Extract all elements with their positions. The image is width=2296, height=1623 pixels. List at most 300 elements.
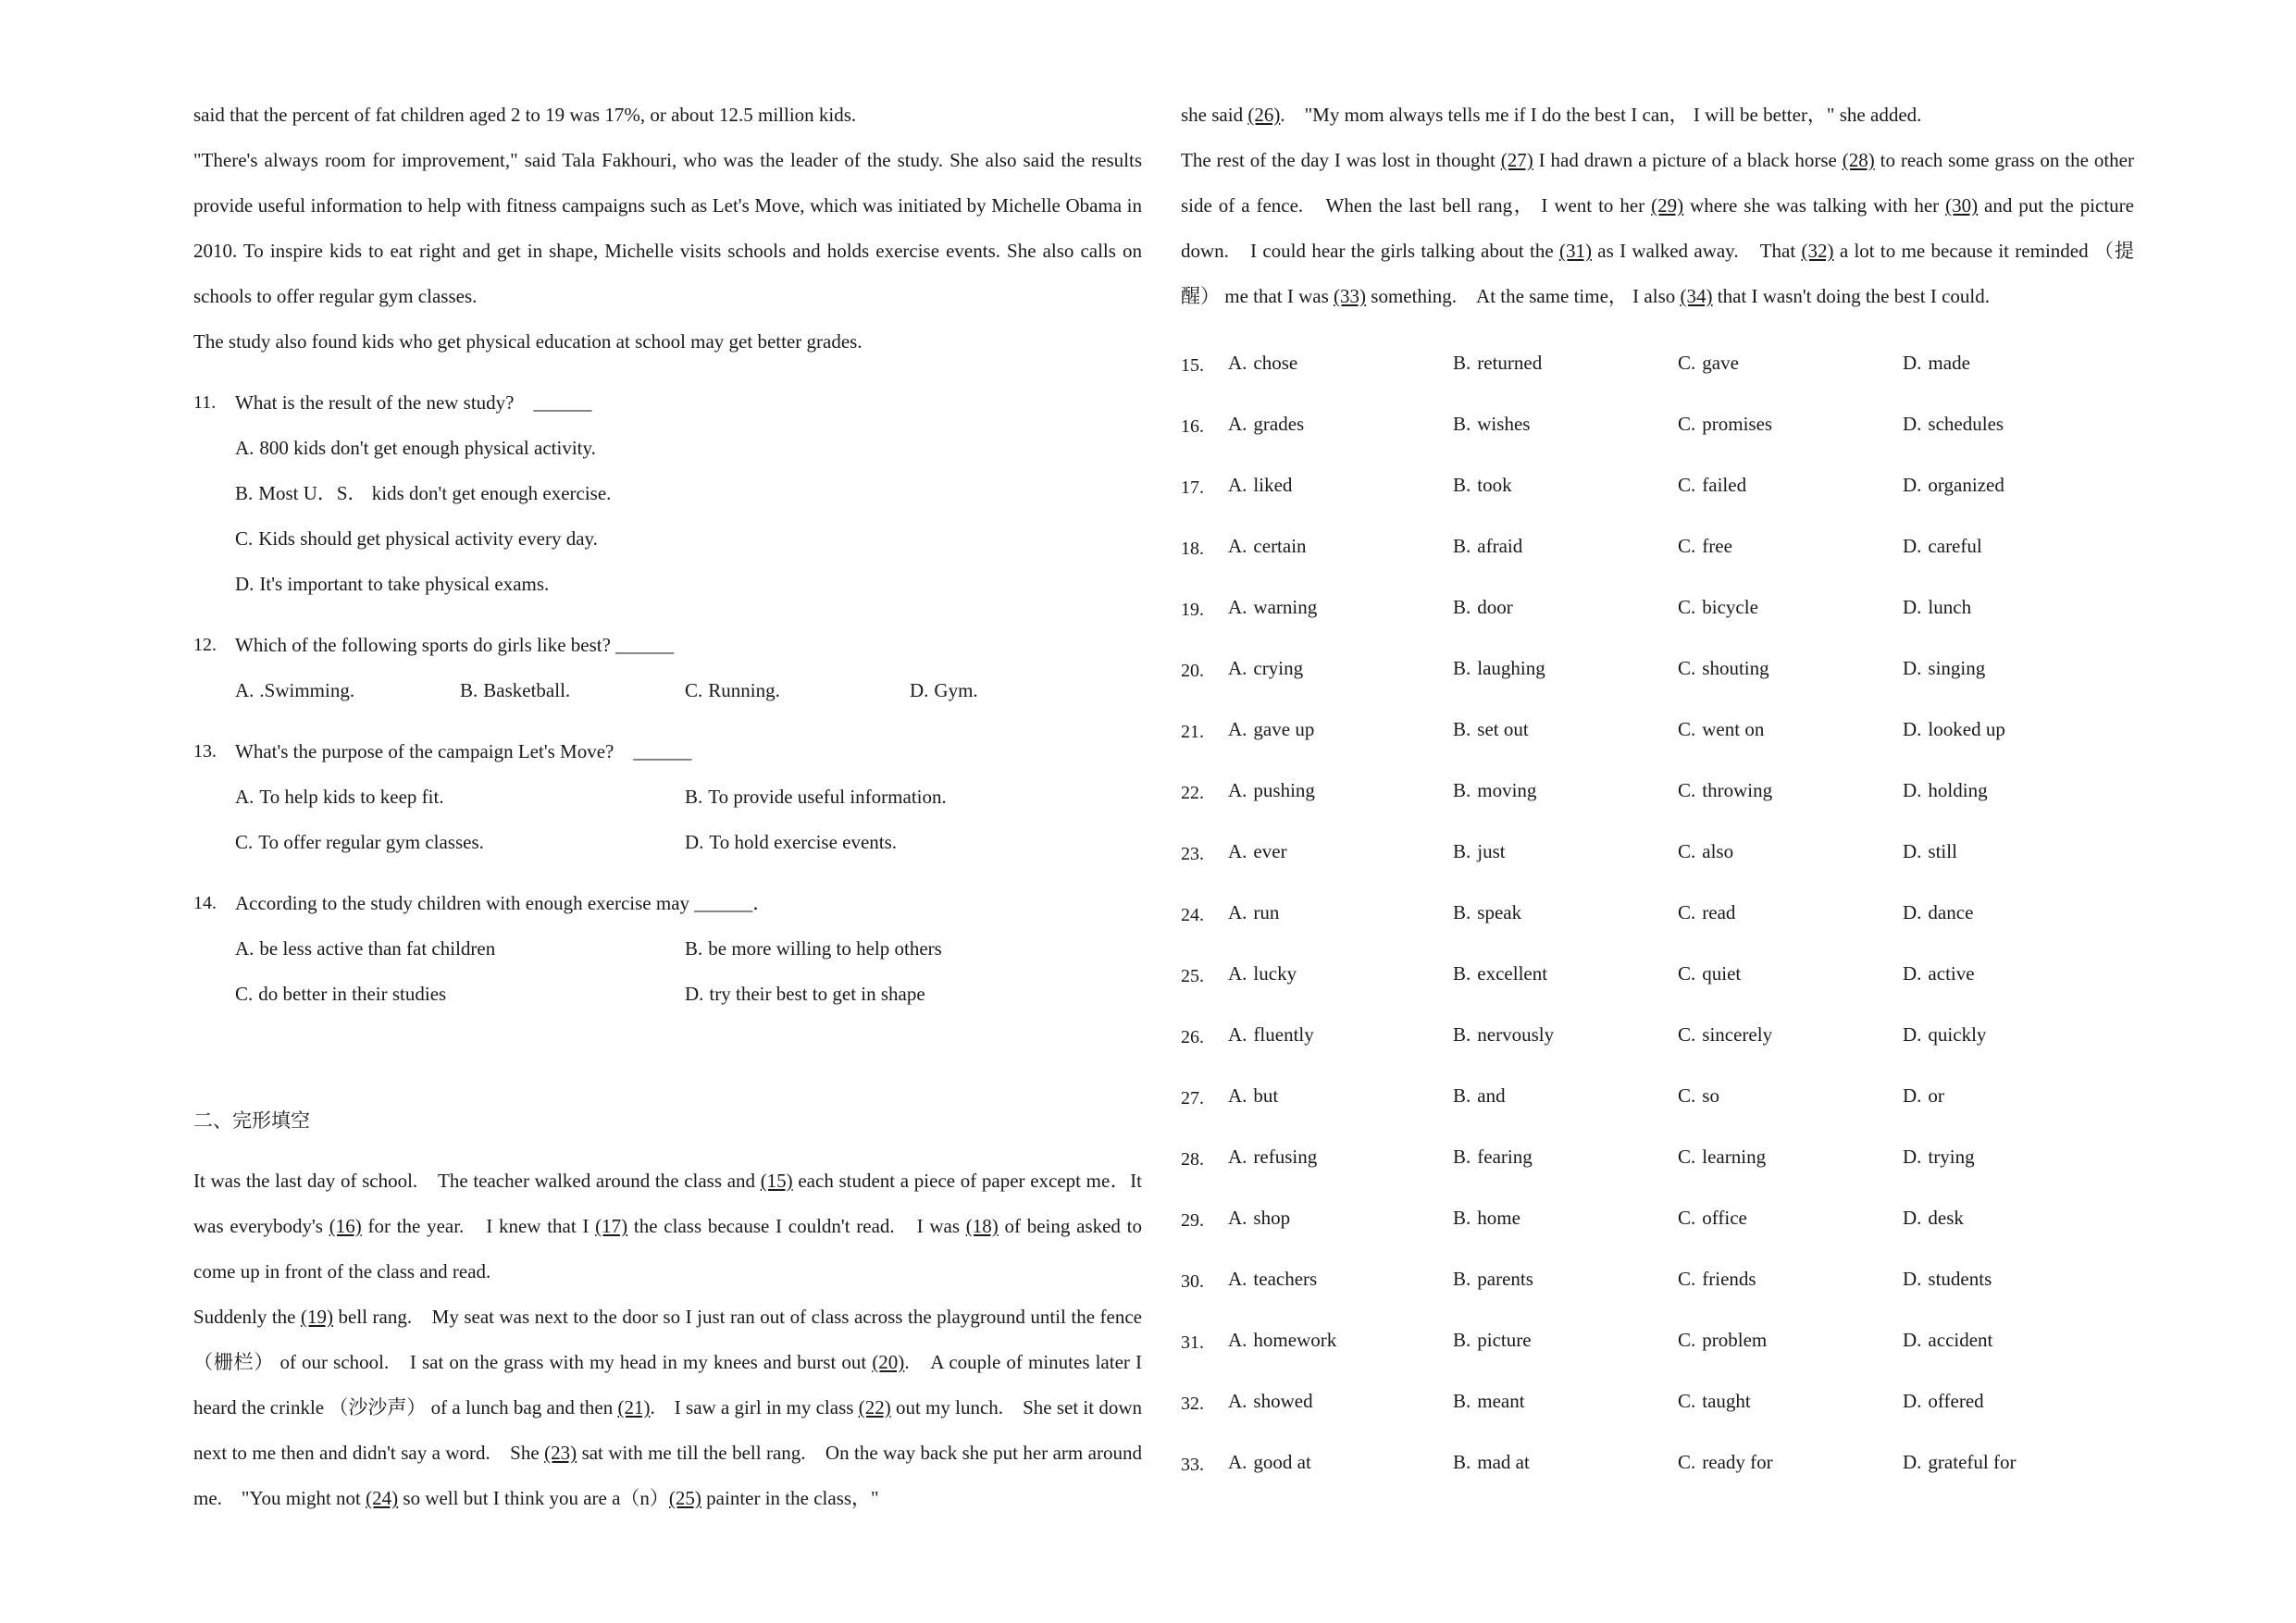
option-c xyxy=(1678,779,1903,802)
option-letter: C. xyxy=(1678,778,1696,801)
option-text: crying xyxy=(1253,656,1304,679)
choice-number: 30. xyxy=(1181,1270,1204,1292)
option-a xyxy=(235,926,685,972)
option-letter: A. xyxy=(235,786,254,808)
option-letter: B. xyxy=(1453,1022,1471,1046)
option-a xyxy=(1228,352,1453,375)
option-text: .Swimming. xyxy=(259,679,355,701)
option-letter: C. xyxy=(1678,1328,1696,1351)
choice-number: 25. xyxy=(1181,965,1204,986)
option-c xyxy=(1678,474,1903,497)
option-text: just xyxy=(1477,839,1506,862)
option-d xyxy=(1903,1268,2128,1291)
question-options xyxy=(193,668,1142,713)
option-b xyxy=(1453,1146,1678,1169)
option-text: organized xyxy=(1928,473,2004,496)
option-b xyxy=(1453,840,1678,863)
option-text: Kids should get physical activity every day. xyxy=(258,527,598,550)
question-text: What is the result of the new study? ______ xyxy=(235,391,592,414)
option-text: gave xyxy=(1702,351,1739,374)
option-text: taught xyxy=(1702,1389,1751,1412)
option-letter: B. xyxy=(1453,778,1471,801)
option-text: Gym. xyxy=(934,679,978,701)
option-text: looked up xyxy=(1928,717,2005,740)
choice-row xyxy=(1181,943,2134,1004)
option-letter: D. xyxy=(235,573,254,595)
option-text: careful xyxy=(1928,534,1982,557)
option-d xyxy=(1903,535,2128,558)
option-d xyxy=(235,562,1142,607)
option-c xyxy=(1678,1390,1903,1413)
question-stem xyxy=(193,729,1142,774)
option-a xyxy=(1228,1023,1453,1047)
option-letter: A. xyxy=(1228,412,1247,435)
question-options xyxy=(193,926,1142,1017)
option-a xyxy=(1228,535,1453,558)
option-c xyxy=(1678,718,1903,741)
option-text: laughing xyxy=(1477,656,1545,679)
option-letter: C. xyxy=(1678,1267,1696,1290)
option-letter: D. xyxy=(1903,1206,1922,1229)
option-text: ready for xyxy=(1702,1450,1773,1473)
option-c xyxy=(1678,535,1903,558)
question-text: Which of the following sports do girls like best? ______ xyxy=(235,634,675,656)
option-text: To provide useful information. xyxy=(708,786,947,808)
question-number: 14. xyxy=(193,893,217,913)
option-text: homework xyxy=(1253,1328,1337,1351)
blank-20: (20) xyxy=(872,1351,905,1373)
option-text: quickly xyxy=(1928,1022,1987,1046)
option-text: wishes xyxy=(1477,412,1531,435)
choice-row xyxy=(1181,1126,2134,1187)
choice-number: 32. xyxy=(1181,1393,1204,1414)
blank-30: (30) xyxy=(1945,194,1979,217)
option-text: quiet xyxy=(1702,961,1742,985)
option-letter: B. xyxy=(1453,412,1471,435)
option-text: still xyxy=(1928,839,1957,862)
option-a xyxy=(235,426,1142,471)
option-text: or xyxy=(1928,1084,1944,1107)
option-letter: C. xyxy=(1678,1145,1696,1168)
option-letter: B. xyxy=(1453,1450,1471,1473)
option-letter: D. xyxy=(1903,1450,1922,1473)
option-c xyxy=(235,972,685,1017)
option-c xyxy=(1678,840,1903,863)
option-b xyxy=(1453,474,1678,497)
option-letter: D. xyxy=(1903,351,1922,374)
option-letter: A. xyxy=(1228,1328,1247,1351)
choice-number: 21. xyxy=(1181,721,1204,742)
option-text: refusing xyxy=(1253,1145,1318,1168)
option-c xyxy=(1678,596,1903,619)
choice-number: 31. xyxy=(1181,1332,1204,1353)
option-letter: A. xyxy=(235,679,254,701)
option-letter: D. xyxy=(1903,1084,1922,1107)
option-text: fearing xyxy=(1477,1145,1533,1168)
option-letter: D. xyxy=(1903,1145,1922,1168)
option-text: also xyxy=(1702,839,1734,862)
option-text: try their best to get in shape xyxy=(709,983,925,1005)
option-text: made xyxy=(1928,351,1970,374)
gloss-note: （沙沙声） xyxy=(329,1396,427,1419)
option-d xyxy=(910,668,1135,713)
choice-number: 17. xyxy=(1181,477,1204,498)
choice-number: 18. xyxy=(1181,538,1204,559)
option-c xyxy=(1678,657,1903,680)
option-letter: A. xyxy=(1228,839,1247,862)
option-letter: D. xyxy=(1903,1267,1922,1290)
option-letter: A. xyxy=(1228,1084,1247,1107)
option-d xyxy=(1903,596,2128,619)
blank-23: (23) xyxy=(544,1442,577,1464)
question-number: 13. xyxy=(193,741,217,762)
option-text: 800 kids don't get enough physical activity. xyxy=(259,437,596,459)
choice-row xyxy=(1181,760,2134,821)
cloze-paragraph-3: she said (26). "My mom always tells me if I do the best I can， I will be better，" she added. xyxy=(1181,104,1922,126)
option-text: door xyxy=(1477,595,1513,618)
option-text: but xyxy=(1253,1084,1279,1107)
option-d xyxy=(1903,1146,2128,1169)
option-text: dance xyxy=(1928,900,1974,923)
cloze-paragraph-2: Suddenly the (19) bell rang. My seat was next to the door so I just ran out of class across the playground until the fence （栅栏） of our school. I sat on the grass with my head in my knees and burst out (20). A couple of minutes later I heard the crinkle （沙沙声） of a lunch bag and then (21). I saw a girl in my class (22) out my lunch. She set it down next to me then and didn't say a word. She (23) sat with me till the bell rang. On the way back she put her arm around me. "You might not (24) so well but I think you are a（n）(25) painter in the class，" xyxy=(193,1306,1143,1509)
choice-row xyxy=(1181,882,2134,943)
option-c xyxy=(1678,962,1903,985)
option-b xyxy=(1453,779,1678,802)
option-a xyxy=(1228,1146,1453,1169)
option-a xyxy=(1228,718,1453,741)
choice-number: 26. xyxy=(1181,1026,1204,1047)
option-letter: D. xyxy=(685,983,704,1005)
option-letter: A. xyxy=(1228,1389,1247,1412)
choice-number: 22. xyxy=(1181,782,1204,803)
option-c xyxy=(1678,1207,1903,1230)
option-letter: A. xyxy=(1228,534,1247,557)
option-text: To hold exercise events. xyxy=(709,831,898,853)
option-c xyxy=(1678,1023,1903,1047)
option-text: trying xyxy=(1928,1145,1975,1168)
option-letter: D. xyxy=(1903,778,1922,801)
option-b xyxy=(685,926,1135,972)
option-d xyxy=(1903,779,2128,802)
option-letter: A. xyxy=(1228,1022,1247,1046)
option-d xyxy=(685,820,1135,865)
option-a xyxy=(1228,1451,1453,1474)
option-letter: D. xyxy=(1903,900,1922,923)
gloss-note: （栅栏） xyxy=(193,1351,275,1373)
option-text: sincerely xyxy=(1702,1022,1773,1046)
option-text: students xyxy=(1928,1267,1992,1290)
choice-number: 33. xyxy=(1181,1454,1204,1475)
option-letter: B. xyxy=(1453,1206,1471,1229)
question-stem xyxy=(193,380,1142,426)
choice-number: 29. xyxy=(1181,1209,1204,1231)
option-text: liked xyxy=(1253,473,1293,496)
option-b xyxy=(1453,657,1678,680)
blank-34: (34) xyxy=(1680,285,1713,307)
option-text: To help kids to keep fit. xyxy=(259,786,444,808)
option-c xyxy=(1678,1451,1903,1474)
option-letter: D. xyxy=(685,831,704,853)
option-c xyxy=(1678,352,1903,375)
choice-row xyxy=(1181,393,2134,454)
option-c xyxy=(1678,1329,1903,1352)
option-d xyxy=(1903,1207,2128,1230)
option-c xyxy=(685,668,910,713)
option-text: afraid xyxy=(1477,534,1523,557)
choice-number: 16. xyxy=(1181,415,1204,437)
option-d xyxy=(1903,901,2128,924)
option-b xyxy=(1453,901,1678,924)
option-c xyxy=(1678,1084,1903,1108)
option-letter: D. xyxy=(1903,717,1922,740)
option-text: took xyxy=(1477,473,1512,496)
choice-row xyxy=(1181,1187,2134,1248)
option-text: speak xyxy=(1477,900,1522,923)
option-b xyxy=(1453,1023,1678,1047)
blank-31: (31) xyxy=(1558,240,1592,262)
option-letter: C. xyxy=(1678,534,1696,557)
option-text: It's important to take physical exams. xyxy=(259,573,550,595)
option-text: parents xyxy=(1477,1267,1533,1290)
option-b xyxy=(1453,352,1678,375)
option-a xyxy=(1228,962,1453,985)
option-b xyxy=(1453,535,1678,558)
option-text: fluently xyxy=(1253,1022,1314,1046)
option-letter: B. xyxy=(685,937,703,960)
left-column xyxy=(193,93,1142,1521)
option-letter: D. xyxy=(1903,412,1922,435)
option-letter: B. xyxy=(1453,534,1471,557)
option-letter: C. xyxy=(235,831,254,853)
option-a xyxy=(1228,1207,1453,1230)
option-d xyxy=(1903,1023,2128,1047)
choice-row xyxy=(1181,454,2134,515)
option-letter: C. xyxy=(1678,961,1696,985)
option-b xyxy=(1453,718,1678,741)
option-text: moving xyxy=(1477,778,1537,801)
option-letter: C. xyxy=(1678,656,1696,679)
option-letter: A. xyxy=(1228,351,1247,374)
option-b xyxy=(685,774,1135,820)
option-c xyxy=(1678,1268,1903,1291)
question-stem xyxy=(193,881,1142,926)
passage-paragraph: said that the percent of fat children aged 2 to 19 was 17%, or about 12.5 million kids. xyxy=(193,104,857,126)
option-letter: A. xyxy=(235,437,254,459)
option-letter: C. xyxy=(1678,351,1696,374)
option-d xyxy=(1903,1390,2128,1413)
choice-number: 19. xyxy=(1181,599,1204,620)
blank-24: (24) xyxy=(366,1487,399,1509)
section-title: 二、完形填空 xyxy=(193,1109,310,1132)
option-text: office xyxy=(1702,1206,1747,1229)
option-text: mad at xyxy=(1477,1450,1530,1473)
option-letter: B. xyxy=(1453,1389,1471,1412)
option-text: throwing xyxy=(1702,778,1773,801)
option-text: grateful for xyxy=(1928,1450,2017,1473)
option-letter: A. xyxy=(1228,1145,1247,1168)
option-c xyxy=(235,820,685,865)
option-letter: A. xyxy=(1228,595,1247,618)
option-text: home xyxy=(1477,1206,1520,1229)
option-text: be less active than fat children xyxy=(259,937,496,960)
option-text: active xyxy=(1928,961,1975,985)
option-letter: C. xyxy=(1678,412,1696,435)
option-letter: C. xyxy=(1678,473,1696,496)
option-text: good at xyxy=(1253,1450,1311,1473)
option-text: picture xyxy=(1477,1328,1532,1351)
option-b xyxy=(1453,413,1678,436)
cloze-paragraph-4: The rest of the day I was lost in thought (27) I had drawn a picture of a black horse (28) to reach some grass on the other side of a fence. When the last bell rang， I went to her (29) where she was talking with her (30) and put the picture down. I could hear the girls talking about the (31) as I walked away. That (32) a lot to me because it reminded （提醒） me that I was (33) something. At the same time， I also (34) that I wasn't doing the best I could. xyxy=(1181,149,2135,307)
choice-row xyxy=(1181,1004,2134,1065)
passage-paragraph: "There's always room for improvement," said Tala Fakhouri, who was the leader of the study. She also said the results provide useful information to help with fitness campaigns such as Let's Move, which was initiated by Michelle Obama in 2010. To inspire kids to eat right and get in shape, Michelle visits schools and holds exercise events. She also calls on schools to offer regular gym classes. xyxy=(193,149,1142,307)
option-text: Running. xyxy=(708,679,780,701)
option-text: To offer regular gym classes. xyxy=(258,831,484,853)
option-letter: B. xyxy=(1453,900,1471,923)
question-number: 11. xyxy=(193,392,217,413)
choice-row xyxy=(1181,1370,2134,1431)
option-b xyxy=(1453,1268,1678,1291)
blank-33: (33) xyxy=(1334,285,1367,307)
option-a xyxy=(1228,1329,1453,1352)
option-letter: C. xyxy=(235,983,254,1005)
option-a xyxy=(1228,779,1453,802)
option-a xyxy=(1228,657,1453,680)
blank-28: (28) xyxy=(1842,149,1875,171)
choice-row xyxy=(1181,1065,2134,1126)
option-a xyxy=(1228,413,1453,436)
choice-row xyxy=(1181,821,2134,882)
option-letter: D. xyxy=(1903,473,1922,496)
option-text: accident xyxy=(1928,1328,1993,1351)
option-letter: D. xyxy=(1903,839,1922,862)
option-text: warning xyxy=(1253,595,1318,618)
option-b xyxy=(1453,962,1678,985)
option-text: learning xyxy=(1702,1145,1767,1168)
option-letter: A. xyxy=(1228,900,1247,923)
option-letter: B. xyxy=(1453,1084,1471,1107)
option-b xyxy=(235,471,1142,516)
option-c xyxy=(1678,901,1903,924)
option-b xyxy=(1453,1390,1678,1413)
option-c xyxy=(1678,413,1903,436)
question-11 xyxy=(193,380,1142,607)
option-letter: D. xyxy=(1903,656,1922,679)
option-letter: D. xyxy=(1903,1022,1922,1046)
option-letter: A. xyxy=(1228,778,1247,801)
option-letter: A. xyxy=(1228,656,1247,679)
passage-paragraph: The study also found kids who get physical education at school may get better grades. xyxy=(193,330,863,353)
option-text: be more willing to help others xyxy=(708,937,942,960)
option-letter: D. xyxy=(1903,1328,1922,1351)
option-a xyxy=(1228,1268,1453,1291)
option-text: pushing xyxy=(1253,778,1315,801)
option-letter: C. xyxy=(1678,900,1696,923)
option-letter: B. xyxy=(1453,656,1471,679)
option-text: excellent xyxy=(1477,961,1548,985)
option-letter: A. xyxy=(235,937,254,960)
choice-row xyxy=(1181,1309,2134,1370)
option-letter: B. xyxy=(1453,839,1471,862)
option-text: Most U．S． kids don't get enough exercise. xyxy=(258,482,612,504)
option-text: do better in their studies xyxy=(258,983,447,1005)
option-b xyxy=(1453,1451,1678,1474)
option-d xyxy=(1903,840,2128,863)
blank-27: (27) xyxy=(1500,149,1533,171)
option-letter: A. xyxy=(1228,961,1247,985)
choice-row xyxy=(1181,515,2134,576)
option-text: so xyxy=(1702,1084,1719,1107)
gloss-note: （提醒） xyxy=(1181,240,2135,307)
option-text: ever xyxy=(1253,839,1287,862)
option-d xyxy=(1903,1084,2128,1108)
option-a xyxy=(1228,1390,1453,1413)
option-letter: B. xyxy=(685,786,703,808)
blank-32: (32) xyxy=(1801,240,1834,262)
option-b xyxy=(1453,1207,1678,1230)
option-a xyxy=(1228,840,1453,863)
choice-row xyxy=(1181,1431,2134,1493)
question-options xyxy=(193,426,1142,607)
option-d xyxy=(1903,1329,2128,1352)
option-text: shouting xyxy=(1702,656,1769,679)
option-a xyxy=(1228,596,1453,619)
option-text: offered xyxy=(1928,1389,1984,1412)
option-text: meant xyxy=(1477,1389,1525,1412)
option-letter: D. xyxy=(1903,1389,1922,1412)
option-text: Basketball. xyxy=(483,679,571,701)
option-text: singing xyxy=(1928,656,1986,679)
option-letter: B. xyxy=(1453,473,1471,496)
question-number: 12. xyxy=(193,635,217,655)
option-c xyxy=(1678,1146,1903,1169)
choice-row xyxy=(1181,638,2134,699)
option-letter: A. xyxy=(1228,1267,1247,1290)
question-text: According to the study children with enough exercise may ______． xyxy=(235,892,773,914)
right-column xyxy=(1181,93,2134,1493)
option-letter: C. xyxy=(1678,595,1696,618)
blank-22: (22) xyxy=(858,1396,891,1419)
option-letter: B. xyxy=(1453,717,1471,740)
option-b xyxy=(460,668,685,713)
blank-21: (21) xyxy=(617,1396,651,1419)
option-text: bicycle xyxy=(1702,595,1758,618)
option-letter: B. xyxy=(1453,595,1471,618)
option-text: set out xyxy=(1477,717,1529,740)
option-text: promises xyxy=(1702,412,1773,435)
option-letter: B. xyxy=(1453,1267,1471,1290)
option-text: desk xyxy=(1928,1206,1964,1229)
answer-choice-list xyxy=(1181,332,2134,1493)
option-letter: D. xyxy=(1903,595,1922,618)
option-letter: D. xyxy=(910,679,929,701)
choice-number: 15. xyxy=(1181,354,1204,376)
option-letter: A. xyxy=(1228,1206,1247,1229)
option-text: schedules xyxy=(1928,412,2004,435)
option-text: chose xyxy=(1253,351,1298,374)
option-b xyxy=(1453,1084,1678,1108)
option-text: gave up xyxy=(1253,717,1315,740)
blank-26: (26) xyxy=(1247,104,1281,126)
blank-17: (17) xyxy=(595,1215,628,1237)
choice-row xyxy=(1181,576,2134,638)
option-text: went on xyxy=(1702,717,1765,740)
choice-number: 27. xyxy=(1181,1087,1204,1109)
blank-18: (18) xyxy=(965,1215,999,1237)
choice-row xyxy=(1181,699,2134,760)
option-letter: C. xyxy=(685,679,703,701)
option-letter: B. xyxy=(1453,351,1471,374)
option-c xyxy=(235,516,1142,562)
